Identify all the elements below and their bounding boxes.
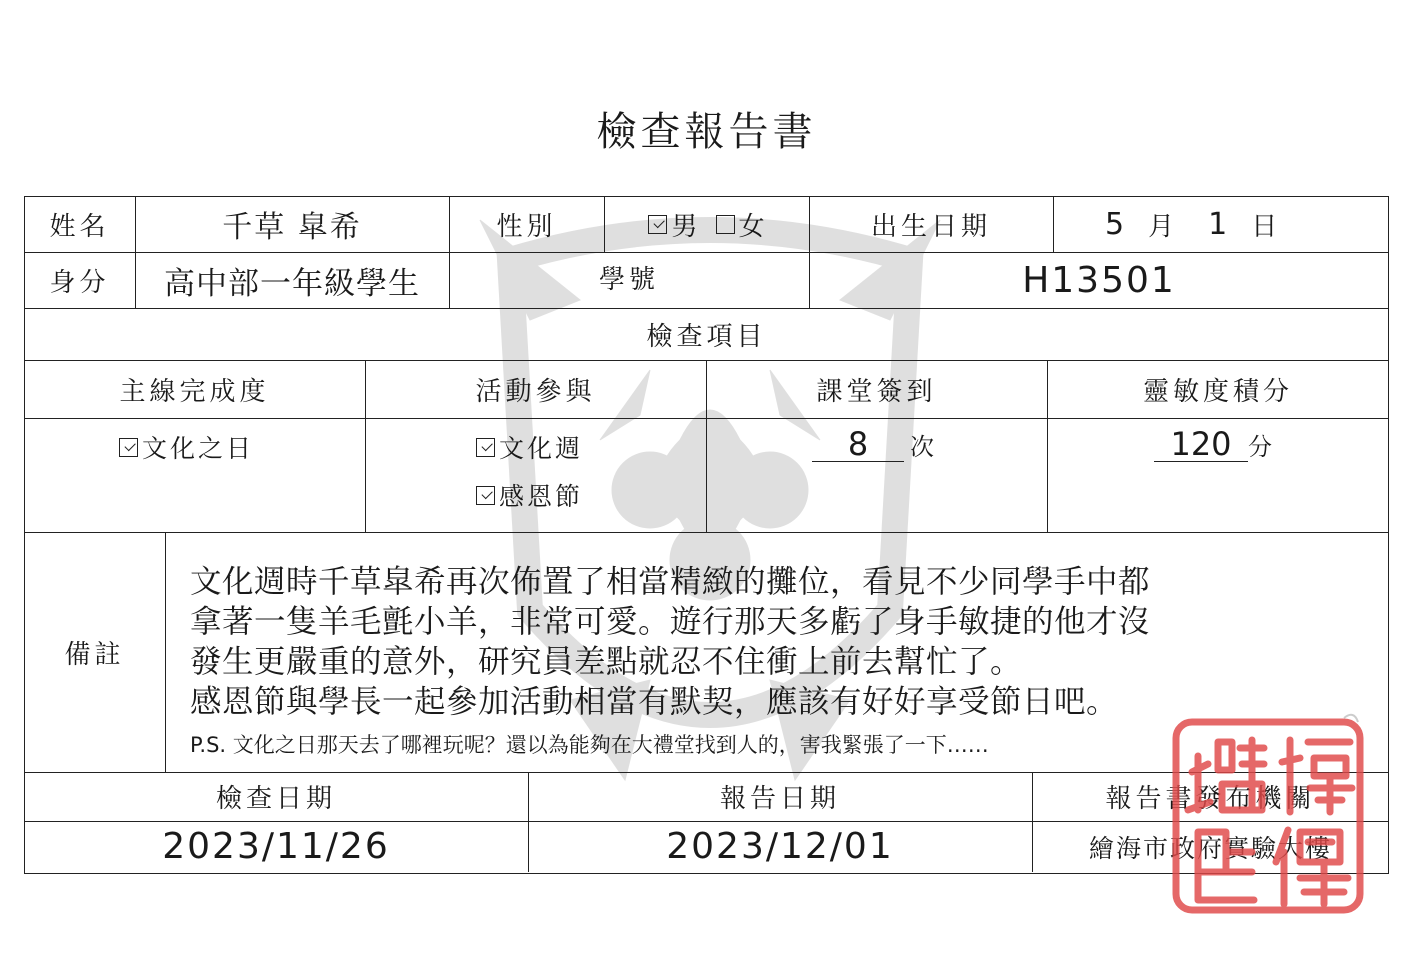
- remarks-ps: P.S. 文化之日那天去了哪裡玩呢？還以為能夠在大禮堂找到人的，害我緊張了一下……: [190, 733, 989, 757]
- student-id-value: H13501: [1022, 259, 1176, 301]
- rule: [24, 532, 1389, 533]
- identity-label: 身分: [49, 267, 110, 298]
- sensitivity-value: 120: [1154, 427, 1248, 462]
- activity-item: [476, 478, 616, 512]
- gender-options: [604, 196, 809, 252]
- activity-label: 文化週: [499, 434, 584, 463]
- activity-checkbox[interactable]: [476, 486, 495, 505]
- check-date: 2023/11/26: [162, 826, 390, 867]
- seal-stamp: [1168, 712, 1368, 920]
- birth-value: [1053, 196, 1389, 252]
- birth-day: 1: [1208, 206, 1228, 242]
- issuer: 繪海市政府實驗大樓: [1088, 833, 1332, 863]
- remarks-line: 感恩節與學長一起參加活動相當有默契，應該有好好享受節日吧。: [190, 684, 1119, 720]
- male-checkbox[interactable]: [648, 215, 667, 234]
- column-header-main-story: 主線完成度: [119, 376, 270, 407]
- items-section-label: 檢查項目: [646, 321, 767, 352]
- column-header-activities: 活動參與: [475, 376, 596, 407]
- document-title: 檢查報告書: [596, 109, 817, 155]
- attendance-value-group: [812, 424, 972, 464]
- attendance-value: 8: [812, 427, 904, 462]
- main-story-checkbox[interactable]: [119, 438, 138, 457]
- column-header-attendance: 課堂簽到: [816, 376, 937, 407]
- remarks-line: 拿著一隻羊毛氈小羊，非常可愛。遊行那天多虧了身手敏捷的他才沒: [190, 604, 1151, 640]
- remarks-line: 發生更嚴重的意外，研究員差點就忍不住衝上前去幫忙了。: [190, 644, 1023, 680]
- activity-label: 感恩節: [499, 482, 584, 511]
- activity-item: [476, 430, 616, 464]
- attendance-unit: 次: [910, 432, 934, 461]
- report-date-label: 報告日期: [719, 784, 840, 814]
- birth-day-unit: 日: [1251, 211, 1278, 242]
- name-value: 千草 皐希: [222, 210, 362, 245]
- main-story-item: [119, 430, 279, 464]
- birth-month-unit: 月: [1148, 211, 1175, 242]
- remarks-label: 備註: [64, 639, 125, 670]
- student-id-label: 學號: [598, 264, 659, 295]
- birth-month: 5: [1105, 206, 1125, 242]
- column-header-sensitivity: 靈敏度積分: [1142, 376, 1293, 407]
- name-label: 姓名: [49, 211, 110, 242]
- male-label: 男: [671, 211, 698, 242]
- issuer-label: 報告書發布機關: [1105, 784, 1316, 814]
- report-date: 2023/12/01: [666, 826, 894, 867]
- gender-label: 性別: [496, 211, 557, 242]
- remarks-line: 文化週時千草皐希再次佈置了相當精緻的攤位，看見不少同學手中都: [190, 564, 1151, 600]
- activity-checkbox[interactable]: [476, 438, 495, 457]
- main-story-label: 文化之日: [142, 434, 255, 463]
- check-date-label: 檢查日期: [215, 784, 336, 814]
- rule: [165, 532, 166, 772]
- sensitivity-value-group: [1154, 424, 1304, 464]
- sensitivity-unit: 分: [1248, 432, 1272, 461]
- female-checkbox[interactable]: [716, 215, 735, 234]
- female-label: 女: [738, 211, 765, 242]
- birth-label: 出生日期: [870, 211, 991, 242]
- identity-value: 高中部一年級學生: [164, 265, 420, 302]
